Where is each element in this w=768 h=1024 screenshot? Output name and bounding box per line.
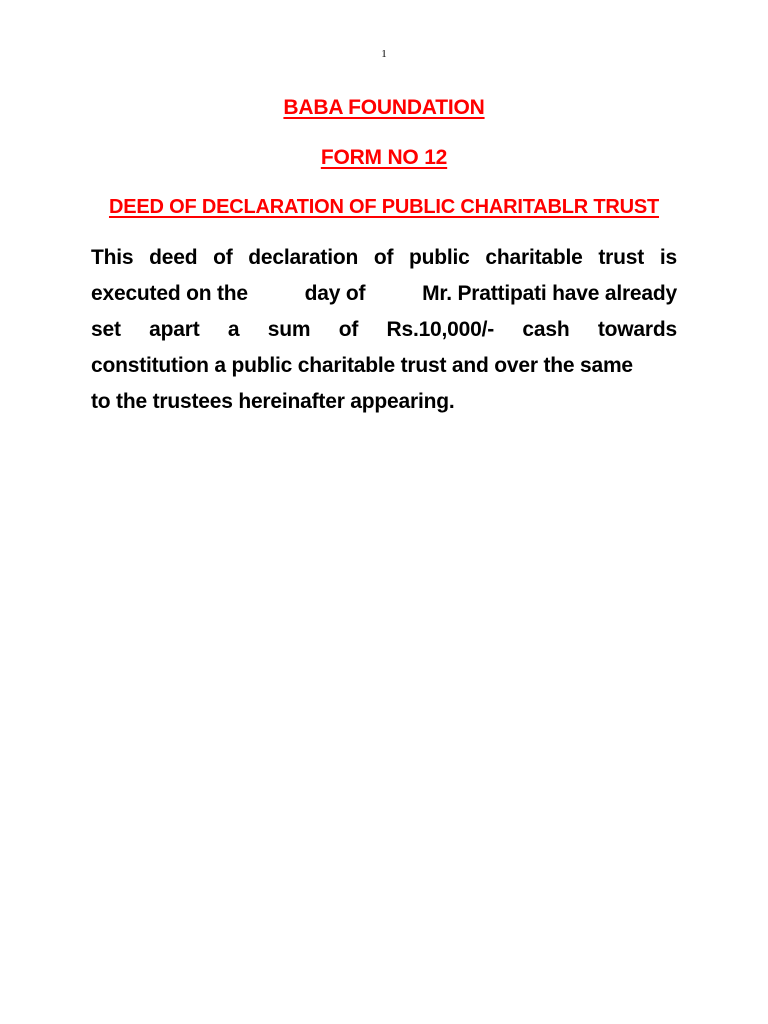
paragraph-line	[91, 312, 677, 348]
paragraph-line	[91, 240, 677, 276]
paragraph-line	[91, 384, 677, 420]
phrase: executed on the	[91, 282, 248, 305]
word: trust	[598, 246, 645, 269]
amount: Rs.10,000/-	[386, 318, 495, 341]
word: sum	[267, 318, 311, 341]
phrase: Mr. Prattipati have already	[422, 282, 677, 305]
word: deed	[149, 246, 198, 269]
word: is	[659, 246, 677, 269]
word: public	[409, 246, 470, 269]
deed-title-heading: DEED OF DECLARATION OF PUBLIC CHARITABLR TRUST	[108, 196, 660, 218]
paragraph-line	[91, 276, 677, 312]
word: declaration	[248, 246, 359, 269]
word: of	[373, 246, 394, 269]
word: set	[91, 318, 121, 341]
word: apart	[149, 318, 200, 341]
form-number-heading: FORM NO 12	[320, 146, 448, 169]
phrase: day of	[304, 282, 366, 305]
word: a	[227, 318, 240, 341]
word: of	[338, 318, 359, 341]
word: This	[91, 246, 134, 269]
deed-paragraph	[91, 240, 677, 420]
word: towards	[597, 318, 677, 341]
phrase: to the trustees hereinafter appearing.	[91, 390, 455, 413]
word: of	[213, 246, 233, 269]
phrase: constitution a public charitable trust and over the same	[91, 354, 633, 377]
word: charitable	[485, 246, 583, 269]
organization-heading: BABA FOUNDATION	[283, 96, 485, 119]
page-number: 1	[381, 48, 387, 60]
word: cash	[522, 318, 570, 341]
paragraph-line	[91, 348, 677, 384]
